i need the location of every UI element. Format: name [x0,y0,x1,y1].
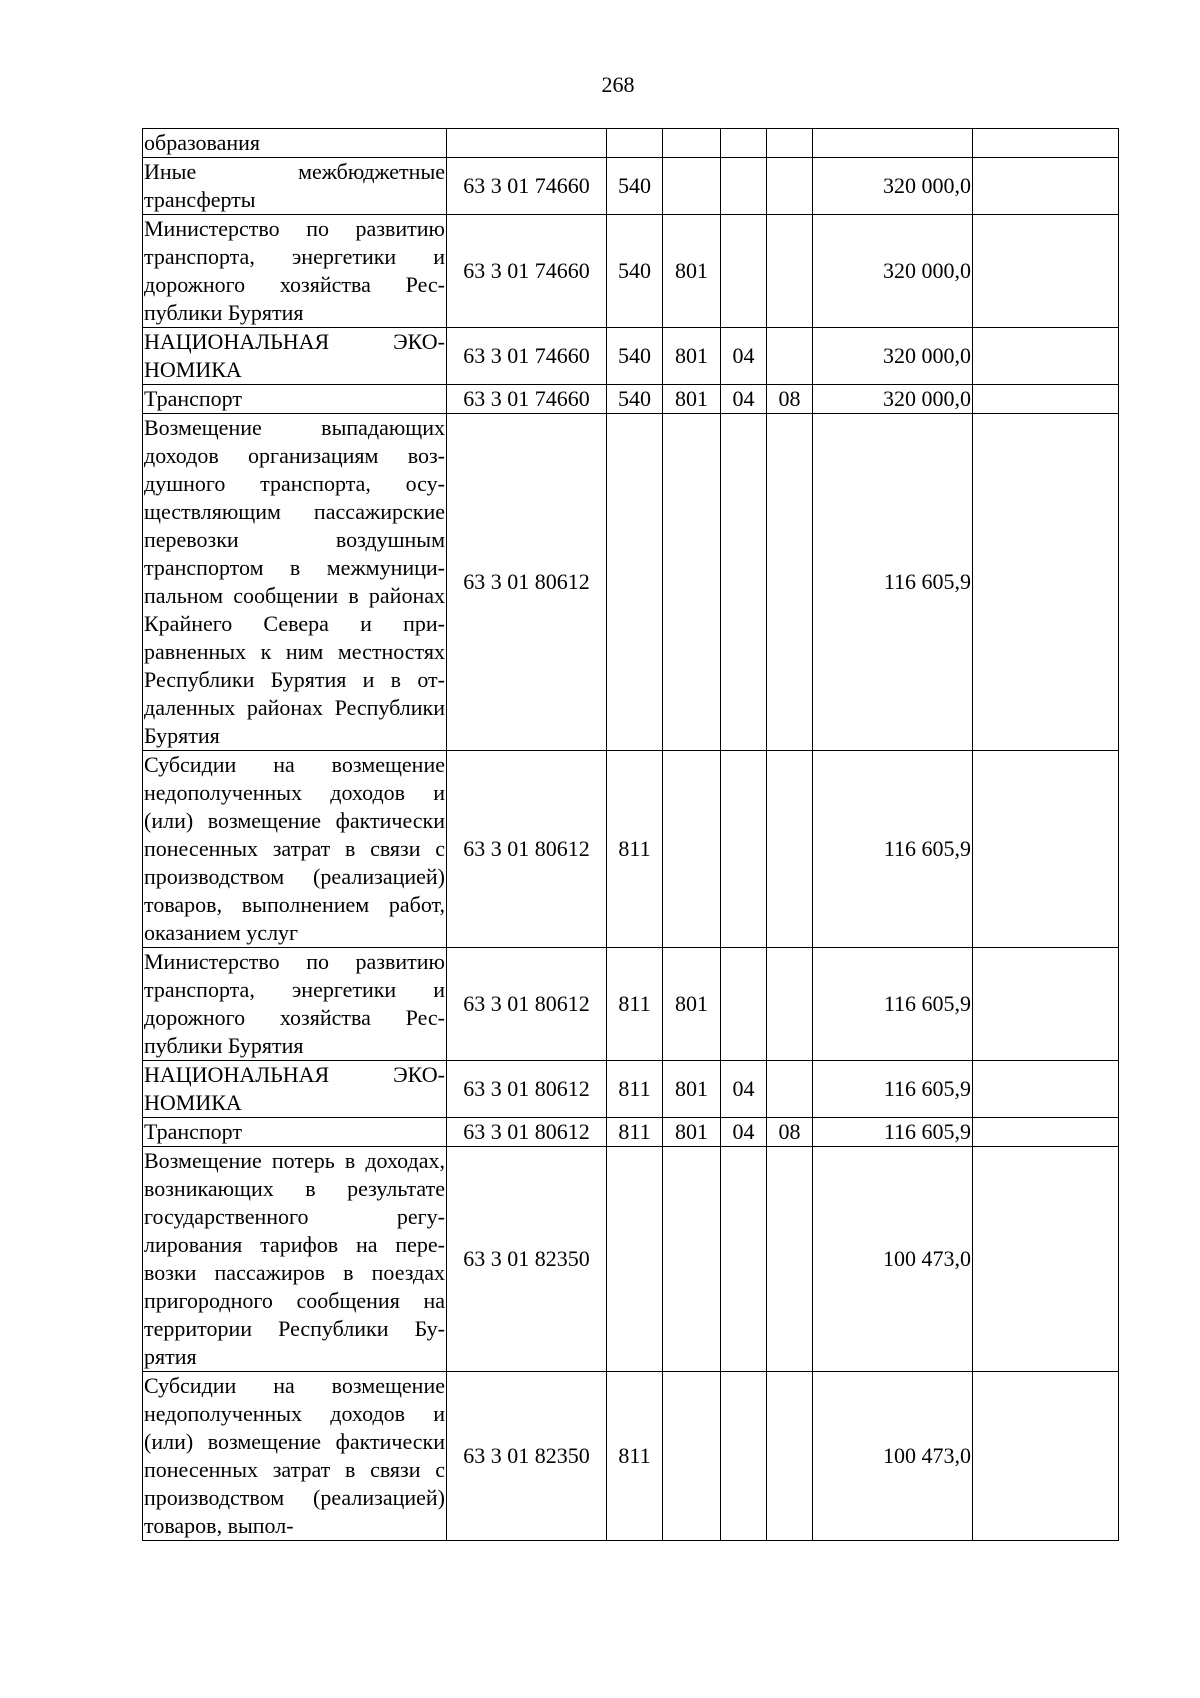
subsection-cell [767,751,813,948]
section-cell [721,129,767,158]
row-name-cell: Субсидии на возмещение недополученных доходов и (или) возмещение фактически понесенных затрат в связи с производством (реализацией) товаров, выполнением работ, оказанием услуг [143,751,447,948]
expense-type-cell: 540 [607,158,663,215]
target-article-cell: 63 3 01 80612 [447,948,607,1061]
target-article-cell: 63 3 01 80612 [447,414,607,751]
budget-table [142,128,1119,1541]
table-row [143,948,1119,1061]
table-row [143,1118,1119,1147]
amount-cell: 116 605,9 [813,1061,973,1118]
amount-cell: 116 605,9 [813,948,973,1061]
section-cell [721,158,767,215]
table-row [143,328,1119,385]
empty-cell [973,158,1119,215]
ministry-code-cell: 801 [663,328,721,385]
empty-cell [973,948,1119,1061]
section-cell [721,414,767,751]
subsection-cell [767,129,813,158]
empty-cell [973,385,1119,414]
amount-cell: 320 000,0 [813,158,973,215]
expense-type-cell: 811 [607,1061,663,1118]
ministry-code-cell [663,414,721,751]
empty-cell [973,1147,1119,1372]
row-name-cell: Иные межбюджетные трансферты [143,158,447,215]
expense-type-cell: 811 [607,948,663,1061]
section-cell: 04 [721,1061,767,1118]
table-row [143,1372,1119,1541]
row-name-cell: НАЦИОНАЛЬНАЯ ЭКОНОМИКА [143,1061,447,1118]
ministry-code-cell [663,751,721,948]
table-row [143,158,1119,215]
ministry-code-cell [663,1372,721,1541]
target-article-cell: 63 3 01 74660 [447,215,607,328]
target-article-cell: 63 3 01 74660 [447,158,607,215]
row-name-cell: НАЦИОНАЛЬНАЯ ЭКОНОМИКА [143,328,447,385]
ministry-code-cell: 801 [663,215,721,328]
subsection-cell [767,158,813,215]
row-name-cell: Субсидии на возмещение недополученных доходов и (или) возмещение фактически понесенных затрат в связи с производством (реализацией) товаров, выпол- [143,1372,447,1541]
empty-cell [973,1118,1119,1147]
subsection-cell: 08 [767,385,813,414]
expense-type-cell: 811 [607,751,663,948]
empty-cell [973,328,1119,385]
subsection-cell [767,1372,813,1541]
section-cell: 04 [721,1118,767,1147]
target-article-cell: 63 3 01 80612 [447,1118,607,1147]
expense-type-cell: 540 [607,385,663,414]
target-article-cell: 63 3 01 80612 [447,1061,607,1118]
row-name-cell: Возмещение потерь в доходах, возникающих в результате государственного регулирования тарифов на перевозки пассажиров в поездах пригородного сообщения на территории Республики Бурятия [143,1147,447,1372]
amount-cell: 320 000,0 [813,385,973,414]
row-name-cell: Министерство по развитию транспорта, энергетики и дорожного хозяйства Республики Бурятия [143,948,447,1061]
expense-type-cell: 811 [607,1118,663,1147]
target-article-cell [447,129,607,158]
target-article-cell: 63 3 01 80612 [447,751,607,948]
amount-cell: 116 605,9 [813,1118,973,1147]
empty-cell [973,129,1119,158]
section-cell [721,948,767,1061]
subsection-cell [767,215,813,328]
empty-cell [973,751,1119,948]
section-cell: 04 [721,328,767,385]
ministry-code-cell: 801 [663,1118,721,1147]
expense-type-cell: 540 [607,215,663,328]
subsection-cell [767,414,813,751]
amount-cell: 100 473,0 [813,1372,973,1541]
amount-cell: 320 000,0 [813,328,973,385]
subsection-cell: 08 [767,1118,813,1147]
ministry-code-cell [663,1147,721,1372]
row-name-cell: Возмещение выпадающих доходов организациям воздушного транспорта, осуществляющим пассажирские перевозки воздушным транспортом в межмуниципальном сообщении в районах Крайнего Севера и приравненных к ним местностях Республики Бурятия и в отдаленных районах Республики Бурятия [143,414,447,751]
expense-type-cell [607,1147,663,1372]
table-row [143,751,1119,948]
expense-type-cell: 811 [607,1372,663,1541]
section-cell [721,751,767,948]
section-cell [721,215,767,328]
ministry-code-cell: 801 [663,385,721,414]
ministry-code-cell: 801 [663,1061,721,1118]
table-body [143,129,1119,1541]
expense-type-cell: 540 [607,328,663,385]
row-name-cell: Министерство по развитию транспорта, энергетики и дорожного хозяйства Республики Бурятия [143,215,447,328]
target-article-cell: 63 3 01 74660 [447,328,607,385]
table-row [143,1147,1119,1372]
empty-cell [973,414,1119,751]
ministry-code-cell [663,129,721,158]
row-name-cell: образования [143,129,447,158]
ministry-code-cell: 801 [663,948,721,1061]
table-row [143,129,1119,158]
subsection-cell [767,328,813,385]
target-article-cell: 63 3 01 82350 [447,1372,607,1541]
target-article-cell: 63 3 01 74660 [447,385,607,414]
row-name-cell: Транспорт [143,385,447,414]
section-cell [721,1147,767,1372]
row-name-cell: Транспорт [143,1118,447,1147]
ministry-code-cell [663,158,721,215]
amount-cell: 320 000,0 [813,215,973,328]
page-number: 268 [601,72,635,97]
section-cell [721,1372,767,1541]
table-row [143,1061,1119,1118]
empty-cell [973,1061,1119,1118]
subsection-cell [767,1061,813,1118]
table-row [143,385,1119,414]
target-article-cell: 63 3 01 82350 [447,1147,607,1372]
expense-type-cell [607,129,663,158]
table-row [143,215,1119,328]
amount-cell [813,129,973,158]
subsection-cell [767,948,813,1061]
table-row [143,414,1119,751]
expense-type-cell [607,414,663,751]
empty-cell [973,1372,1119,1541]
amount-cell: 116 605,9 [813,414,973,751]
subsection-cell [767,1147,813,1372]
section-cell: 04 [721,385,767,414]
empty-cell [973,215,1119,328]
amount-cell: 116 605,9 [813,751,973,948]
amount-cell: 100 473,0 [813,1147,973,1372]
